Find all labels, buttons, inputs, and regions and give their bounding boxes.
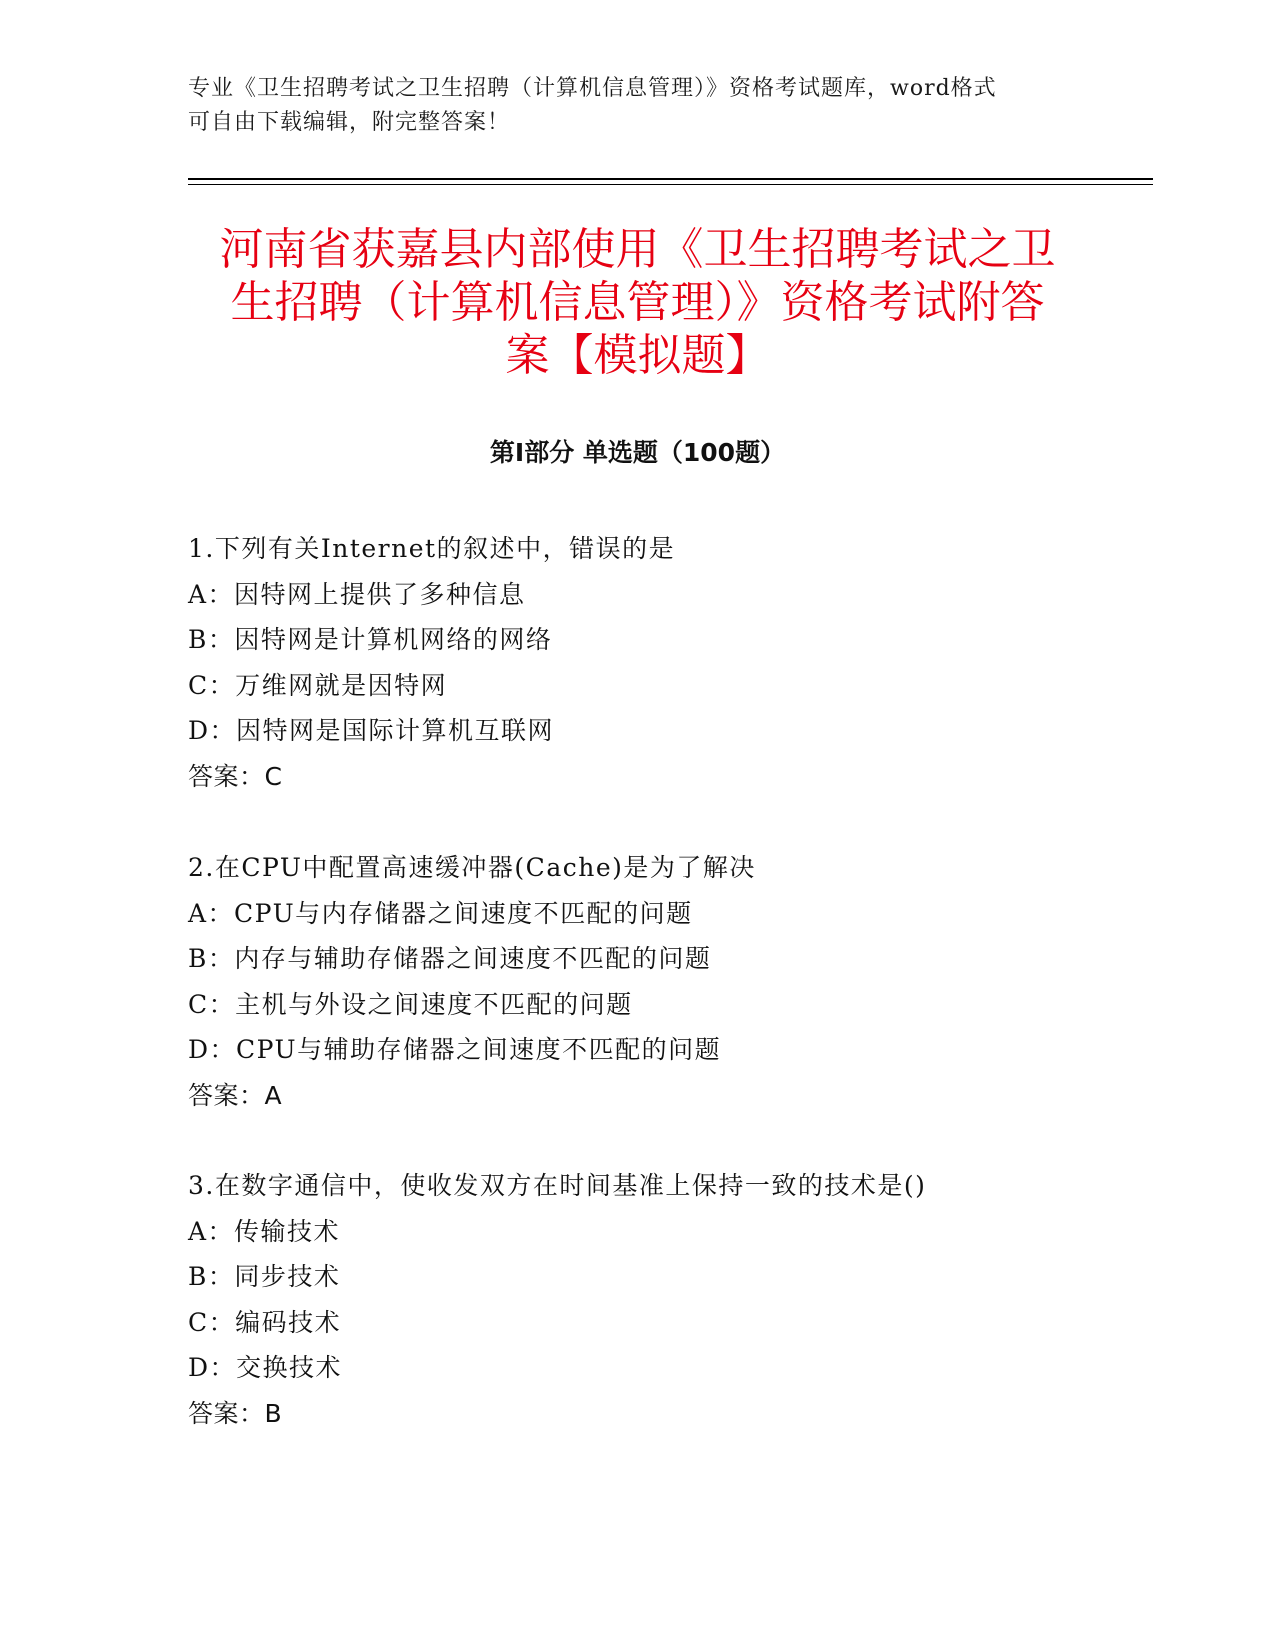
header-rule-thin (188, 184, 1153, 185)
document-title (150, 223, 1125, 382)
answer-key: 答案：A (188, 1080, 283, 1110)
option-d: D：因特网是国际计算机互联网 (188, 716, 555, 745)
option-a: A：因特网上提供了多种信息 (188, 579, 526, 609)
option-d: D：CPU与辅助存储器之间速度不匹配的问题 (188, 1035, 722, 1064)
answer-key: 答案：C (188, 761, 283, 791)
section-heading: 第Ⅰ部分 单选题（100题） (489, 438, 786, 467)
option-c: C：万维网就是因特网 (188, 670, 448, 700)
question-stem: 1.下列有关Internet的叙述中，错误的是 (188, 534, 676, 563)
option-d: D：交换技术 (188, 1353, 343, 1382)
question-3 (188, 1163, 1148, 1436)
option-c: C：主机与外设之间速度不匹配的问题 (188, 989, 633, 1019)
option-b: B：内存与辅助存储器之间速度不匹配的问题 (188, 944, 712, 973)
option-c: C：编码技术 (188, 1307, 342, 1337)
title-line-3: 案【模拟题】 (505, 330, 770, 381)
header-note-line-1: 专业《卫生招聘考试之卫生招聘（计算机信息管理）》资格考试题库，word格式 (188, 76, 997, 101)
option-b: B：同步技术 (188, 1262, 341, 1291)
answer-key: 答案：B (188, 1398, 283, 1428)
option-a: A：CPU与内存储器之间速度不匹配的问题 (188, 898, 693, 928)
question-2 (188, 845, 1148, 1118)
title-line-1: 河南省获嘉县内部使用《卫生招聘考试之卫 (219, 224, 1056, 275)
question-stem: 2.在CPU中配置高速缓冲器(Cache)是为了解决 (188, 853, 756, 882)
option-a: A：传输技术 (188, 1216, 341, 1246)
question-stem: 3.在数字通信中，使收发双方在时间基准上保持一致的技术是() (188, 1171, 927, 1200)
header-note-line-2: 可自由下载编辑，附完整答案！ (188, 110, 511, 135)
question-1 (188, 526, 1148, 799)
header-rule-thick (188, 178, 1153, 180)
title-line-2: 生招聘（计算机信息管理）》资格考试附答 (230, 277, 1045, 328)
document-header-note (188, 72, 1068, 140)
option-b: B：因特网是计算机网络的网络 (188, 625, 553, 654)
